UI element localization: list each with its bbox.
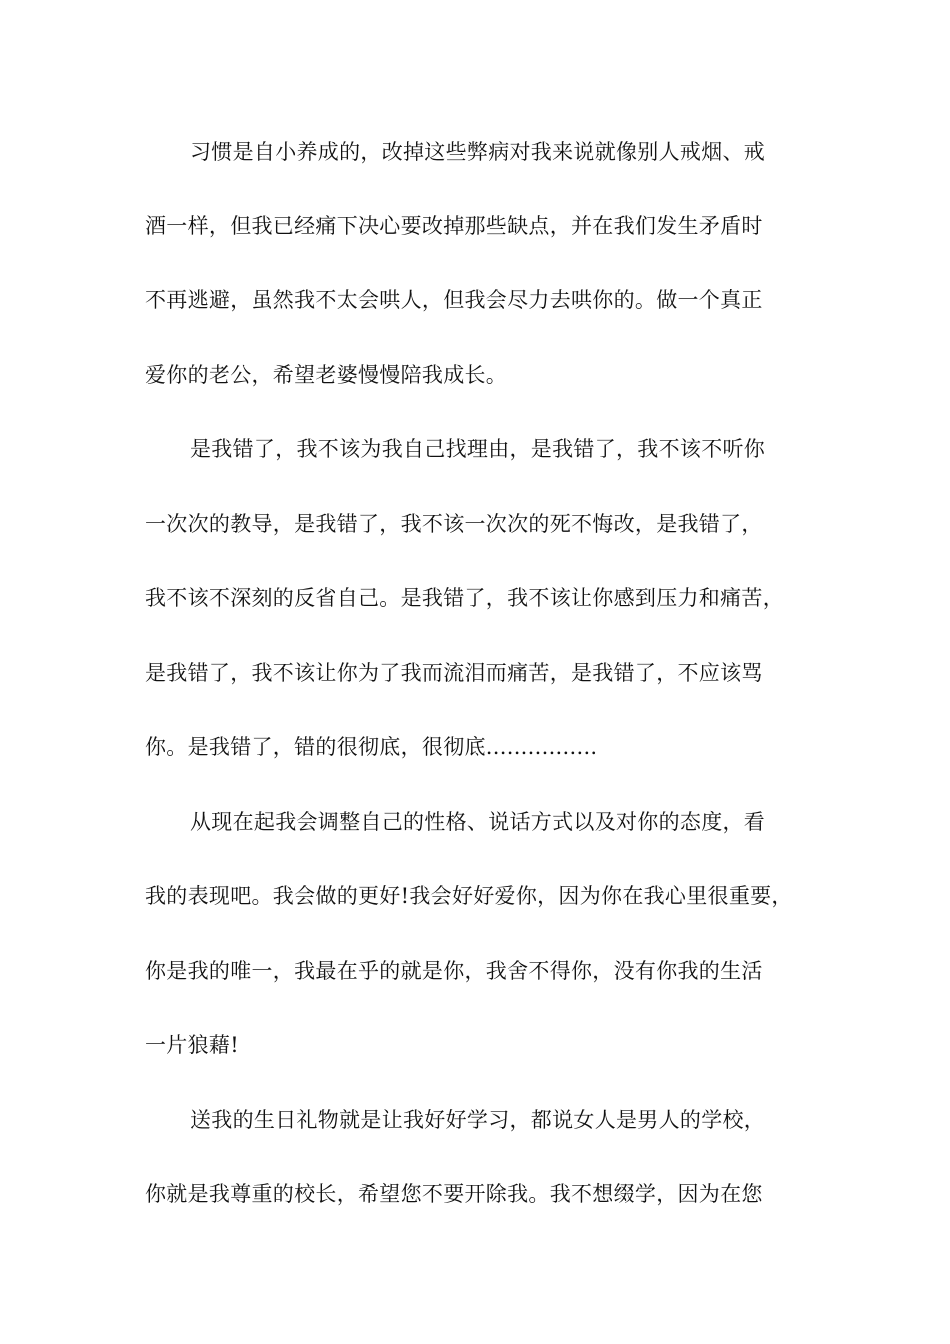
paragraph-3-line-1: 从现在起我会调整自己的性格、说话方式以及对你的态度，看 [190,810,766,834]
paragraph-4-line-2: 你就是我尊重的校长，希望您不要开除我。我不想缀学，因为在您 [145,1182,763,1206]
paragraph-2-line-3: 我不该不深刻的反省自己。是我错了，我不该让你感到压力和痛苦， [145,586,784,610]
paragraph-2-line-4: 是我错了，我不该让你为了我而流泪而痛苦，是我错了，不应该骂 [145,661,763,685]
paragraph-1-line-3: 不再逃避，虽然我不太会哄人，但我会尽力去哄你的。做一个真正 [145,288,763,312]
paragraph-2-line-2: 一次次的教导，是我错了，我不该一次次的死不悔改，是我错了， [145,512,763,536]
paragraph-1-line-4: 爱你的老公，希望老婆慢慢陪我成长。 [145,363,508,387]
paragraph-2-line-1: 是我错了，我不该为我自己找理由，是我错了，我不该不听你 [190,437,766,461]
paragraph-3-line-3: 你是我的唯一，我最在乎的就是你，我舍不得你，没有你我的生活 [145,959,763,983]
paragraph-3-line-2: 我的表现吧。我会做的更好!我会好好爱你，因为你在我心里很重要， [145,884,793,908]
paragraph-2-line-5: 你。是我错了，错的很彻底，很彻底................ [145,735,598,759]
paragraph-3-line-4: 一片狼藉! [145,1033,239,1057]
paragraph-1-line-2: 酒一样，但我已经痛下决心要改掉那些缺点，并在我们发生矛盾时 [145,214,763,238]
paragraph-1-line-1: 习惯是自小养成的，改掉这些弊病对我来说就像别人戒烟、戒 [190,140,766,164]
paragraph-4-line-1: 送我的生日礼物就是让我好好学习，都说女人是男人的学校， [190,1108,766,1132]
